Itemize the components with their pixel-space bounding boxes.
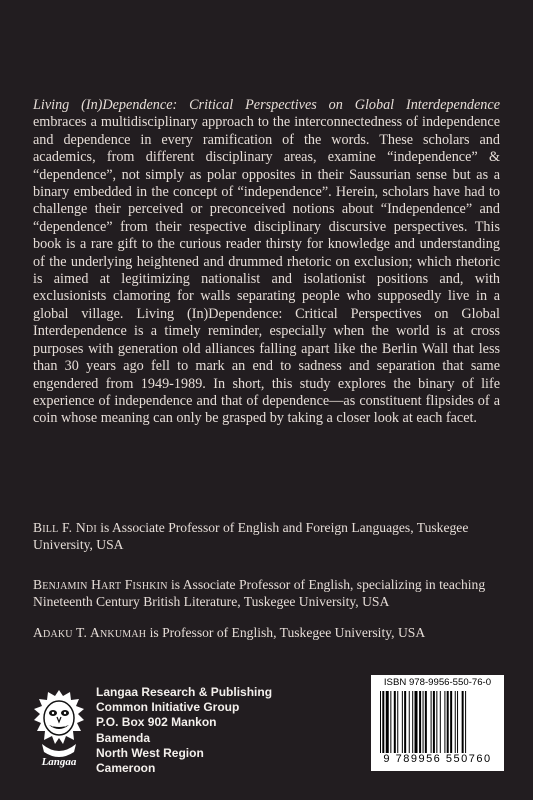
back-cover-blurb: [33, 97, 500, 428]
author-description: is Professor of English, Tuskegee University, USA: [146, 625, 426, 640]
author-bio-ankumah: [33, 624, 500, 641]
publisher-line: Bamenda: [96, 730, 151, 745]
isbn-label: ISBN 978-9956-550-76-0: [383, 677, 492, 688]
publisher-line: P.O. Box 902 Mankon: [96, 715, 217, 730]
author-description: is Associate Professor of English and Foreign Languages, Tuskegee University, USA: [33, 520, 469, 553]
publisher-address: [96, 685, 272, 776]
barcode-digits: 9 789956 550760: [383, 753, 492, 765]
langaa-logo-icon: [30, 686, 88, 768]
publisher-line: Common Initiative Group: [96, 700, 240, 715]
blurb-text: embraces a multidisciplinary approach to the interconnectedness of independence and dependence in every ramification of the words. These scholars and academics, from different disciplinary areas, examine “independence” & “dependence”, not simply as polar opposites in their Saussurian sense but as a binary embedded in the concept of “independence”. Herein, scholars have had to challenge their perceived or preconceived notions about “Independence” and “dependence” from their respective disciplinary discursive perspectives. This book is a rare gift to the curious reader thirsty for knowledge and understanding of the underlying heightened and drummed rhetoric on exclusion; which rhetoric is aimed at legitimizing nationalist and isolationist positions and, with exclusionists clamoring for walls separating people who supposedly live in a global village. Living (In)Dependence: Critical Perspectives on Global Interdependence is a timely reminder, especially when the world is at cross purposes with generation old alliances falling apart like the Berlin Wall that less than 30 years ago fell to mark an end to sadness and separation that same engendered from 1949-1989. In short, this study explores the binary of life experience of independence and that of dependence—as constituent flipsides of a coin whose meaning can only be grasped by taking a closer look at each facet.: [33, 114, 500, 427]
author-name: Benjamin Hart Fishkin: [33, 577, 168, 592]
publisher-line: North West Region: [96, 745, 204, 760]
book-title-italic: Living (In)Dependence: Critical Perspectives on Global Interdependence: [33, 97, 500, 113]
author-name: Bill F. Ndi: [33, 520, 97, 535]
isbn-barcode-box: [371, 675, 504, 771]
author-description: is Associate Professor of English, specializing in teaching Nineteenth Century British Literature, Tuskegee University, USA: [33, 577, 486, 610]
author-bio-ndi: [33, 519, 500, 554]
barcode-icon: [380, 691, 498, 753]
author-name: Adaku T. Ankumah: [33, 625, 147, 640]
publisher-line: Cameroon: [96, 761, 156, 776]
publisher-line: Langaa Research & Publishing: [96, 685, 273, 699]
author-bio-fishkin: [33, 576, 500, 611]
logo-lettering: Langaa: [41, 756, 77, 768]
